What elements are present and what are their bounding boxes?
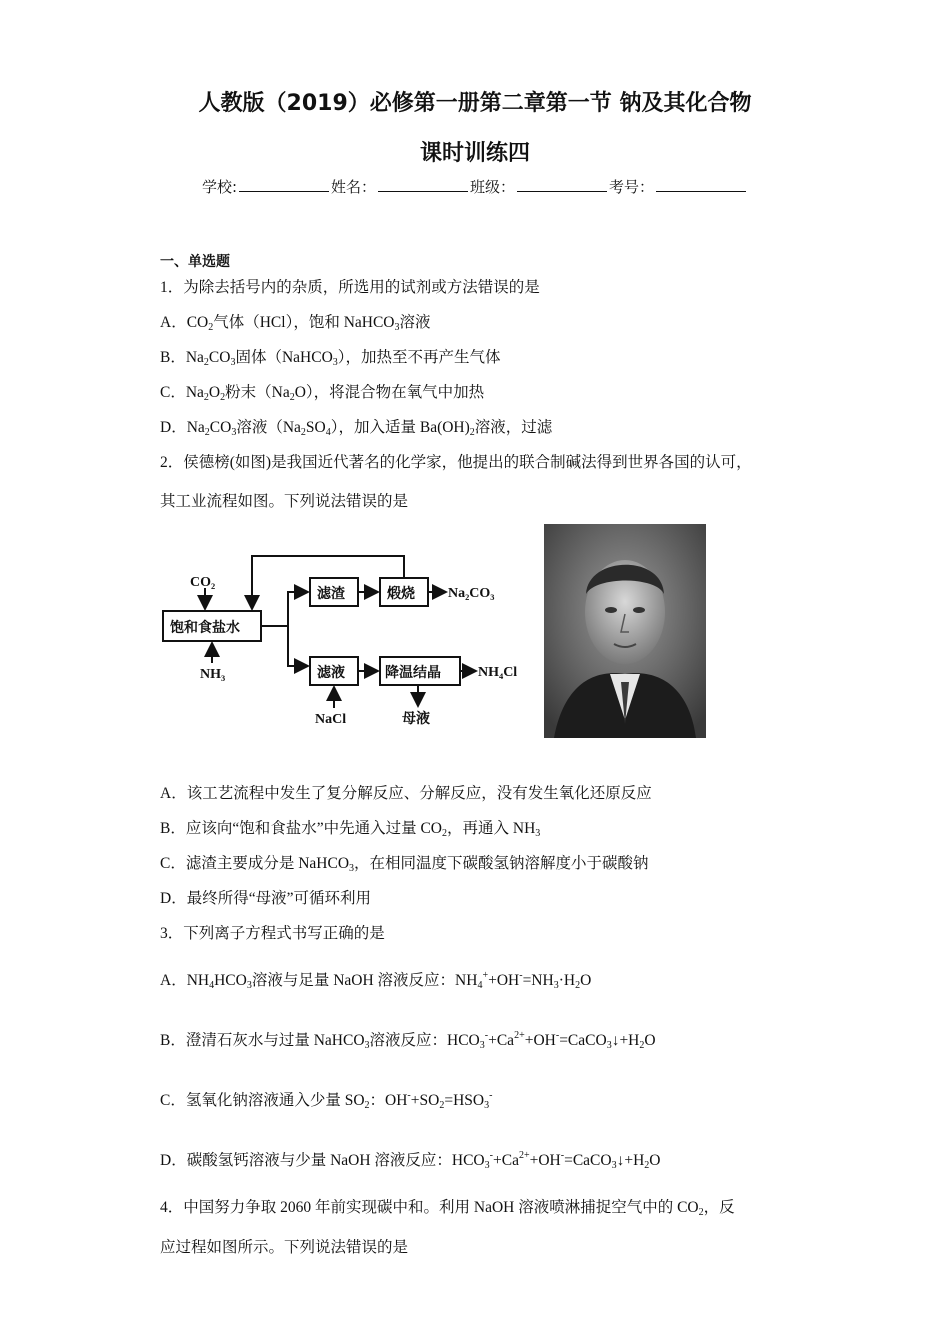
q2-option-a: A．该工艺流程中发生了复分解反应、分解反应，没有发生氧化还原反应 [160, 785, 652, 802]
residue-label: 滤渣 [317, 587, 345, 602]
q2-stem-line2: 其工业流程如图。下列说法错误的是 [160, 493, 409, 510]
q1-option-c: C．$Na_2O_2$粉末$(Na_2O)$，将混合物在氧气中加热 [160, 384, 485, 403]
name-blank[interactable] [378, 177, 468, 192]
class-label: 班级： [470, 178, 516, 196]
school-blank[interactable] [239, 177, 329, 192]
q2-option-b: B．应该向“饱和食盐水”中先通入过量 $CO_2$，再通入 $NH_3$ [160, 820, 541, 839]
name-label: 姓名： [331, 178, 377, 196]
na2co3-label: Na₂CO₃ [448, 586, 495, 601]
q3-option-b: B．澄清石灰水与过量 NaHCO$_3$溶液反应：$HCO_3^-+Ca^{2+}+OH^-=CaCO_3↓+H_2O$ [160, 1030, 656, 1051]
q3-option-d: D．碳酸氢钙溶液与少量 NaOH 溶液反应：$HCO_3^-+Ca^{2+}+OH^-=CaCO_3↓+H_2O$ [160, 1150, 661, 1171]
q4-stem-line2: 应过程如图所示。下列说法错误的是 [160, 1239, 409, 1256]
q1-option-a: A．$CO_2$气体（HCl），饱和 NaHCO$_3$溶液 [160, 314, 431, 333]
q1-stem: 1．为除去括号内的杂质，所选用的试剂或方法错误的是 [160, 279, 540, 296]
class-blank[interactable] [517, 177, 607, 192]
q3-option-c: C．氢氧化钠溶液通入少量 $SO_2$：$OH^-+SO_2=HSO_3^-$ [160, 1090, 493, 1111]
filtrate-label: 滤液 [317, 666, 345, 681]
page-subtitle: 课时训练四 [419, 141, 530, 166]
section-title: 一、单选题 [160, 254, 230, 270]
process-flow-diagram [160, 548, 540, 733]
brine-label: 饱和食盐水 [170, 621, 240, 636]
q3-option-a: A．$NH_4HCO_3$溶液与足量 NaOH 溶液反应：$NH_4^++OH^-=NH_3\cdot H_2O$ [160, 970, 592, 991]
nh3-label: NH₃ [200, 667, 226, 682]
q4-stem-line1: 4．中国努力争取 2060 年前实现碳中和。利用 NaOH 溶液喷淋捕捉空气中的 $CO_2$，反 [160, 1199, 735, 1218]
q1-option-d: D．$Na_2CO_3$溶液$(Na_2SO_4)$，加入适量 $Ba(OH)_2$溶液，过滤 [160, 419, 553, 438]
q1-option-b: B．$Na_2CO_3$固体（NaHCO$_3$），加热至不再产生气体 [160, 349, 501, 368]
q2-option-c: C．滤渣主要成分是 NaHCO$_3$，在相同温度下碳酸氢钠溶解度小于碳酸钠 [160, 855, 649, 874]
number-blank[interactable] [656, 177, 746, 192]
mother-liquor-label: 母液 [402, 712, 430, 727]
q2-option-d: D．最终所得“母液”可循环利用 [160, 890, 371, 907]
student-info-row [0, 176, 950, 197]
page-title: 人教版（2019）必修第一册第二章第一节 钠及其化合物 [198, 91, 752, 116]
co2-label: CO₂ [190, 575, 216, 590]
school-label: 学校: [201, 178, 237, 196]
q3-stem: 3．下列离子方程式书写正确的是 [160, 925, 385, 942]
hou-debang-portrait [544, 524, 706, 738]
number-label: 考号： [609, 178, 655, 196]
nacl-label: NaCl [315, 712, 347, 727]
nh4cl-label: NH₄Cl [478, 665, 518, 680]
q2-stem-line1: 2．侯德榜(如图)是我国近代著名的化学家，他提出的联合制碱法得到世界各国的认可， [160, 454, 752, 471]
calcine-label: 煅烧 [387, 587, 415, 602]
crystal-label: 降温结晶 [385, 666, 441, 681]
